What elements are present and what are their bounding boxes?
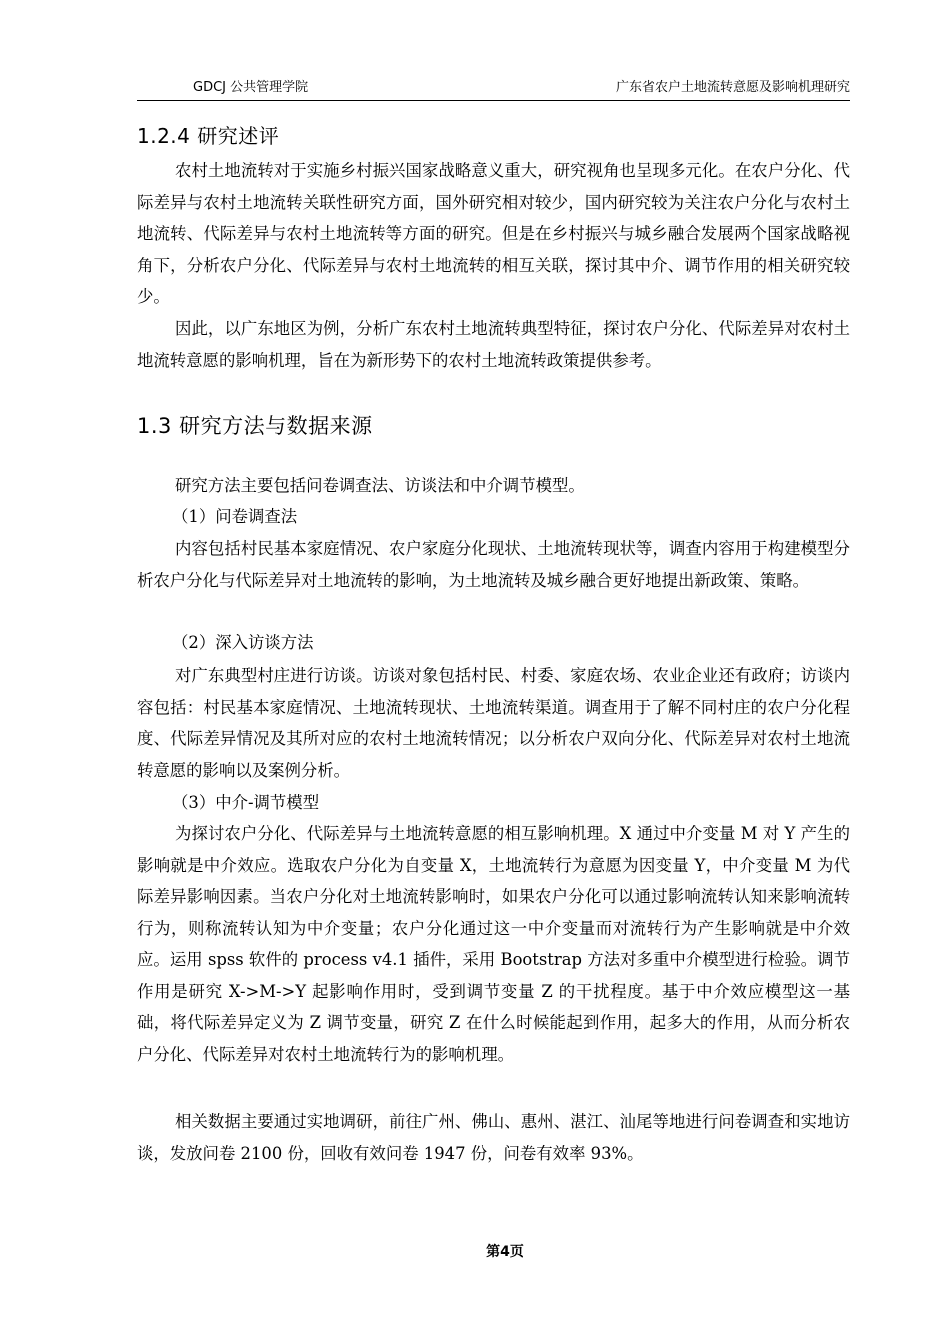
header-document-title: 广东省农户土地流转意愿及影响机理研究 [615, 80, 850, 95]
paragraph-data-source: 相关数据主要通过实地调研，前往广州、佛山、惠州、湛江、汕尾等地进行问卷调查和实地访谈，发放问卷 2100 份，回收有效问卷 1947 份，问卷有效率 93%。 [137, 1112, 850, 1163]
paragraph-method-3: 为探讨农户分化、代际差异与土地流转意愿的相互影响机理。X 通过中介变量 M 对 Y 产生的影响就是中介效应。选取农户分化为自变量 X，土地流转行为意愿为因变量 Y，中介变量 M 为代际差异影响因素。当农户分化对土地流转影响时，如果农户分化可以通过影响流转认知来影响流转行为，则称流转认知为中介变量；农户分化通过这一中介变量而对流转行为产生影响就是中介效应。运用 spss 软件的 process v4.1 插件，采用 Bootstrap 方法对多重中介模型进行检验。调节作用是研究 X->M->Y 起影响作用时，受到调节变量 Z 的干扰程度。基于中介效应模型这一基础，将代际差异定义为 Z 调节变量，研究 Z 在什么时候能起到作用，起多大的作用，从而分析农户分化、代际差异对农村土地流转行为的影响机理。 [137, 824, 850, 1064]
paragraph-conclusion: 因此，以广东地区为例，分析广东农村土地流转典型特征，探讨农户分化、代际差异对农村土地流转意愿的影响机理，旨在为新形势下的农村土地流转政策提供参考。 [137, 319, 850, 370]
paragraph-methods-intro: 研究方法主要包括问卷调查法、访谈法和中介调节模型。 [175, 476, 585, 495]
paragraph-method-2: 对广东典型村庄进行访谈。访谈对象包括村民、村委、家庭农场、农业企业还有政府；访谈内容包括：村民基本家庭情况、土地流转现状、土地流转渠道。调查用于了解不同村庄的农户分化程度、代际差异情况及其所对应的农村土地流转情况；以分析农户双向分化、代际差异对农村土地流转意愿的影响以及案例分析。 [137, 666, 850, 780]
page-number: 第4页 [486, 1244, 524, 1260]
method-2-title: （2）深入访谈方法 [172, 633, 314, 652]
method-1-title: （1）问卷调查法 [172, 507, 298, 526]
method-3-title: （3）中介-调节模型 [172, 793, 320, 812]
section-heading-1-2-4: 1.2.4 研究述评 [137, 124, 280, 148]
paragraph-method-1: 内容包括村民基本家庭情况、农户家庭分化现状、土地流转现状等，调查内容用于构建模型分析农户分化与代际差异对土地流转的影响，为土地流转及城乡融合更好地提出新政策、策略。 [137, 539, 850, 590]
section-heading-1-3: 1.3 研究方法与数据来源 [137, 414, 373, 438]
header-institution: GDCJ 公共管理学院 [193, 80, 309, 95]
header-divider [137, 100, 850, 101]
paragraph-review: 农村土地流转对于实施乡村振兴国家战略意义重大，研究视角也呈现多元化。在农户分化、代际差异与农村土地流转关联性研究方面，国外研究相对较少，国内研究较为关注农户分化与农村土地流转、代际差异与农村土地流转等方面的研究。但是在乡村振兴与城乡融合发展两个国家战略视角下，分析农户分化、代际差异与农村土地流转的相互关联，探讨其中介、调节作用的相关研究较少。 [137, 161, 850, 306]
